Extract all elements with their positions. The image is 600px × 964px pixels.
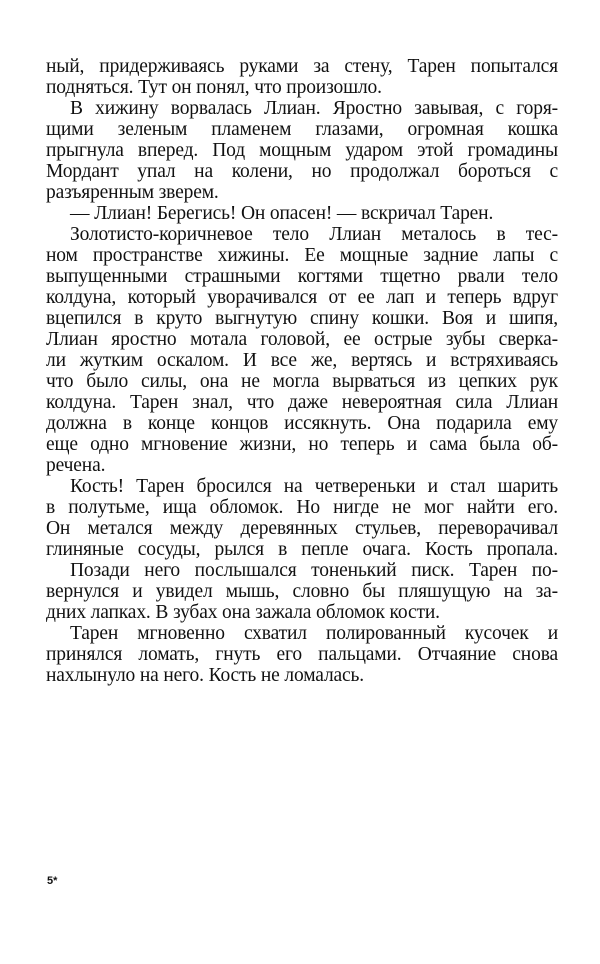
text-line: принялся ломать, гнуть его пальцами. Отчаяние снова [46,644,558,665]
text-line: речена. [46,455,106,476]
text-line: глиняные сосуды, рылся в пепле очага. Кость пропала. [46,539,558,560]
text-line: Он метался между деревянных стульев, переворачивал [46,518,558,539]
text-line: ли жутким оскалом. И все же, вертясь и встряхиваясь [46,350,558,371]
text-line: Кость! Тарен бросился на четвереньки и стал шарить [70,476,558,497]
text-line: что было силы, она не могла вырваться из цепких рук [46,371,558,392]
text-line: Позади него послышался тоненький писк. Тарен по- [70,560,558,581]
text-line: ный, придерживаясь руками за стену, Тарен попытался [46,56,558,77]
text-line: В хижину ворвалась Ллиан. Яростно завывая, с горя- [70,98,558,119]
text-line: Золотисто-коричневое тело Ллиан металось в тес- [70,224,558,245]
text-line: выпущенными страшными когтями тщетно рвали тело [46,266,558,287]
text-line: дних лапках. В зубах она зажала обломок кости. [46,602,440,623]
text-line: Ллиан яростно мотала головой, ее острые зубы сверка- [46,329,558,350]
text-line: прыгнула вперед. Под мощным ударом этой громадины [46,140,558,161]
text-line: щими зеленым пламенем глазами, огромная кошка [46,119,558,140]
text-line: должна в конце концов иссякнуть. Она подарила ему [46,413,558,434]
text-line: колдуна. Тарен знал, что даже невероятная сила Ллиан [46,392,558,413]
page-text-body [46,56,558,686]
signature-mark: 5* [47,875,58,887]
text-line: подняться. Тут он понял, что произошло. [46,77,382,98]
text-line: нахлынуло на него. Кость не ломалась. [46,665,365,686]
text-line: вернулся и увидел мышь, словно бы пляшущую на за- [46,581,558,602]
text-line: Мордант упал на колени, но продолжал бороться с [46,161,558,182]
text-line: еще одно мгновение жизни, но теперь и сама была об- [46,434,558,455]
text-line: Тарен мгновенно схватил полированный кусочек и [70,623,558,644]
text-line: — Ллиан! Берегись! Он опасен! — вскричал Тарен. [70,203,494,224]
text-line: ном пространстве хижины. Ее мощные задние лапы с [46,245,558,266]
text-line: разъяренным зверем. [46,182,219,203]
text-line: в полутьме, ища обломок. Но нигде не мог найти его. [46,497,558,518]
text-line: колдуна, который уворачивался от ее лап и теперь вдруг [46,287,558,308]
text-line: вцепился в круто выгнутую спину кошки. Воя и шипя, [46,308,558,329]
